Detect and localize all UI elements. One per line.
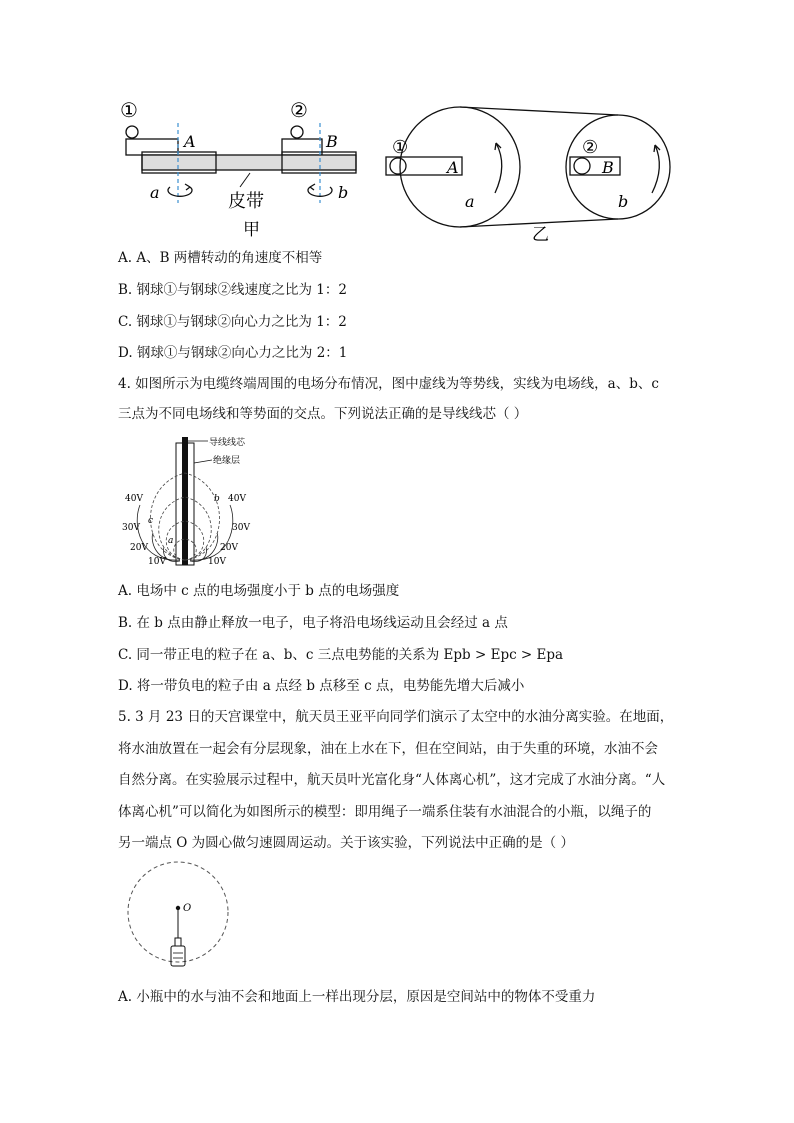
q4-option-d: D. 将一带负电的粒子由 a 点经 b 点移至 c 点，电势能先增大后减小 — [118, 678, 525, 694]
yi-label: 乙 — [532, 225, 549, 245]
q5-line2: 将水油放置在一起会有分层现象，油在上水在下，但在空间站，由于失重的环境，水油不会 — [118, 740, 658, 757]
ball2-label: ② — [290, 98, 308, 122]
label-20v-left: 20V — [130, 543, 148, 553]
label-30v-left: 30V — [122, 523, 140, 533]
q5-option-a: A. 小瓶中的水与油不会和地面上一样出现分层，原因是空间站中的物体不受重力 — [118, 989, 596, 1005]
label-10v-right: 10V — [208, 557, 226, 567]
ball2-top — [574, 158, 590, 174]
label-O: O — [183, 903, 192, 914]
insulation-label: 绝缘层 — [213, 456, 241, 466]
core-label: 导线线芯 — [209, 438, 246, 448]
q3-option-d: D. 钢球①与钢球②向心力之比为 2：1 — [118, 345, 348, 361]
bottle — [171, 946, 185, 966]
q5-line4: 体离心机”可以简化为如图所示的模型：即用绳子一端系住装有水油混合的小瓶，以绳子的 — [118, 803, 652, 820]
ball1-top — [390, 158, 406, 174]
q5-line3: 自然分离。在实验展示过程中，航天员叶光富化身“人体离心机”，这才完成了水油分离。“人 — [118, 772, 666, 788]
conductor-core — [182, 437, 188, 565]
q5-line1: 5. 3 月 23 日的天宫课堂中，航天员王亚平向同学们演示了太空中的水油分离实验。在地面， — [118, 709, 674, 725]
cable-field-figure — [120, 435, 280, 570]
q3-option-b: B. 钢球①与钢球②线速度之比为 1：2 — [118, 282, 347, 298]
q3-option-a: A. A、B 两槽转动的角速度不相等 — [118, 250, 323, 266]
q4-option-c: C. 同一带正电的粒子在 a、b、c 三点电势能的关系为 Epb > Epc > Epa — [118, 647, 564, 663]
centrifuge-figure — [120, 858, 240, 973]
label-a-top: a — [465, 192, 475, 211]
q4-option-a: A. 电场中 c 点的电场强度小于 b 点的电场强度 — [118, 583, 400, 599]
ball1-label: ① — [120, 98, 138, 122]
label-A-top: A — [447, 158, 459, 177]
ball2 — [291, 126, 303, 138]
rotation-arrow-top-a — [495, 143, 502, 193]
point-a: a — [168, 536, 174, 546]
label-30v-right: 30V — [232, 523, 250, 533]
ball1 — [126, 126, 138, 138]
q4-stem-line1: 4. 如图所示为电缆终端周围的电场分布情况，图中虚线为等势线，实线为电场线，a、b、c — [118, 376, 659, 392]
label-B-top: B — [602, 158, 614, 177]
label-20v-right: 20V — [220, 543, 238, 553]
ball1-label-top: ① — [392, 137, 409, 158]
q3-option-c: C. 钢球①与钢球②向心力之比为 1：2 — [118, 314, 347, 330]
q4-option-b: B. 在 b 点由静止释放一电子，电子将沿电场线运动且会经过 a 点 — [118, 615, 508, 631]
jia-label: 甲 — [243, 220, 260, 240]
label-b-top: b — [618, 192, 629, 211]
label-A: A — [184, 132, 196, 151]
q4-stem-line2: 三点为不同电场线和等势面的交点。下列说法正确的是导线线芯（ ） — [118, 406, 528, 422]
belt-figure — [110, 95, 690, 245]
point-c: c — [148, 516, 154, 526]
bottle-neck — [175, 938, 181, 946]
q5-line5: 另一端点 O 为圆心做匀速圆周运动。关于该实验，下列说法中正确的是（ ） — [118, 835, 574, 851]
label-b: b — [338, 183, 349, 202]
ball2-label-top: ② — [582, 137, 599, 158]
q5-stem — [118, 702, 678, 860]
label-B: B — [326, 132, 338, 151]
label-10v-left: 10V — [148, 557, 166, 567]
point-b: b — [214, 494, 220, 504]
label-40v-left: 40V — [125, 494, 143, 504]
belt — [142, 155, 356, 170]
label-a: a — [150, 183, 160, 202]
belt-top — [460, 107, 618, 115]
rotation-arrow-top-b — [652, 145, 659, 193]
belt-label: 皮带 — [228, 191, 264, 212]
label-40v-right: 40V — [228, 494, 246, 504]
